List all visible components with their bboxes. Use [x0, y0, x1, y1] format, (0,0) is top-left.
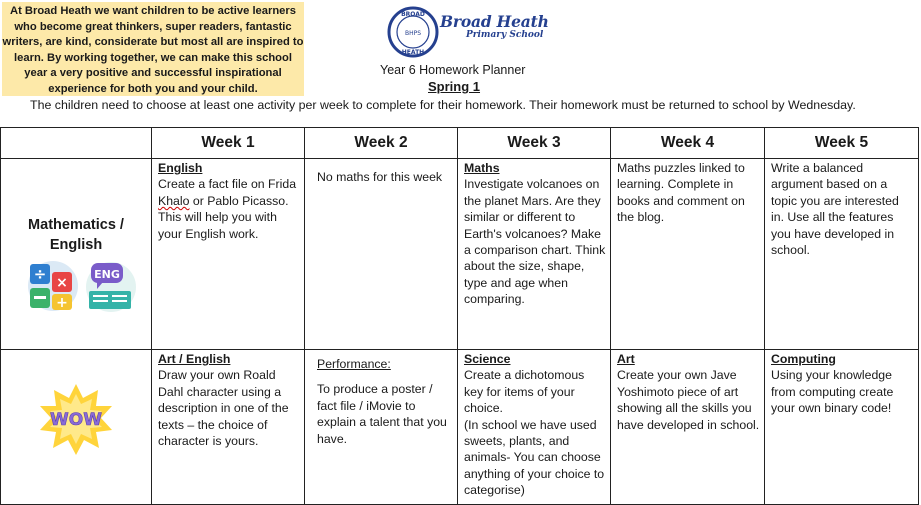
activity-cell [765, 350, 919, 505]
subject-heading: Art [617, 352, 635, 366]
activity-cell [611, 159, 765, 350]
week-header: Week 4 [611, 128, 765, 159]
instructions: The children need to choose at least one activity per week to complete for their homework. Their homework must be returned to school by Wednesday. [30, 98, 856, 112]
week-header: Week 3 [458, 128, 611, 159]
activity-text: Using your knowledge from computing create your own binary code! [771, 368, 894, 416]
activity-cell [611, 350, 765, 505]
school-subname: Primary School [466, 30, 544, 40]
maths-icon [28, 261, 78, 311]
activity-text-part: or Pablo Picasso. This will help you with your English work. [158, 193, 289, 241]
activity-cell [765, 159, 919, 350]
activity-cell [458, 350, 611, 505]
svg-text:+: + [56, 295, 68, 311]
intro-statement: At Broad Heath we want children to be active learners who become great thinkers, super readers, fantastic writers, are kind, considerate but most all are inspired to learn. By working together, we can make this school year a very positive and successful inspirational experience for both you and your child. [2, 2, 304, 96]
subject-heading: Science [464, 352, 511, 366]
activity-cell [152, 350, 305, 505]
activity-text: No maths for this week [317, 170, 443, 184]
category-cell [1, 350, 152, 505]
week-header: Week 5 [765, 128, 919, 159]
week-header: Week 2 [305, 128, 458, 159]
activity-text: Create your own Jave Yoshimoto piece of art showing all the skills you have developed in school. [617, 368, 760, 432]
corner-cell [1, 128, 152, 159]
school-name: Broad Heath [440, 12, 549, 31]
homework-table [0, 127, 919, 505]
subject-heading: Maths [464, 161, 500, 175]
week-header: Week 1 [152, 128, 305, 159]
spellcheck-word: Khalo [158, 193, 190, 208]
eng-icon [86, 262, 136, 312]
subject-heading: Art / English [158, 352, 231, 366]
activity-text: To produce a poster / fact file / iMovie to explain a talent that you have. [317, 382, 447, 446]
svg-text:×: × [56, 275, 68, 291]
school-name-block [440, 12, 549, 40]
category-cell [1, 159, 152, 350]
activity-text: Investigate volcanoes on the planet Mars. Are they similar or different to Earth's volcanoes? Make a comparison chart. Think about the size, shape, type and age when comparing. [464, 177, 606, 307]
activity-text: Maths puzzles linked to learning. Complete in books and comment on the blog. [617, 161, 745, 225]
wow-text: WOW [50, 410, 102, 430]
table-row [1, 159, 919, 350]
activity-text: Write a balanced argument based on a topic you are interested in. Use all the features you have developed in school. [771, 161, 899, 258]
activity-text: Draw your own Roald Dahl character using a description in one of the texts – the choice of character is yours. [158, 368, 289, 449]
planner-title: Year 6 Homework Planner [380, 63, 526, 77]
crest-centre-text: BHPS [404, 30, 422, 37]
crest-top-text: BROAD [401, 11, 425, 18]
table-row [1, 350, 919, 505]
svg-text:÷: ÷ [33, 265, 47, 283]
activity-text-note: (In school we have used sweets, plants, and animals- You can choose anything of your choice to categorise) [464, 417, 605, 498]
activity-text: Create a dichotomous key for items of your choice. [464, 368, 585, 416]
subject-heading: English [158, 161, 203, 175]
activity-cell [458, 159, 611, 350]
activity-cell [305, 350, 458, 505]
subject-heading: Computing [771, 352, 836, 366]
subject-heading: Performance: [317, 357, 391, 371]
category-label: Mathematics / English [28, 217, 124, 253]
term-heading: Spring 1 [428, 79, 481, 94]
activity-text-part: Create a fact file on Frida [158, 177, 297, 192]
subject-icons [11, 259, 141, 313]
activity-cell [152, 159, 305, 350]
eng-badge-text: ENG [94, 268, 120, 281]
crest-bottom-text: HEATH [401, 49, 425, 56]
wow-icon [36, 380, 116, 460]
header-row [1, 128, 919, 159]
activity-cell [305, 159, 458, 350]
